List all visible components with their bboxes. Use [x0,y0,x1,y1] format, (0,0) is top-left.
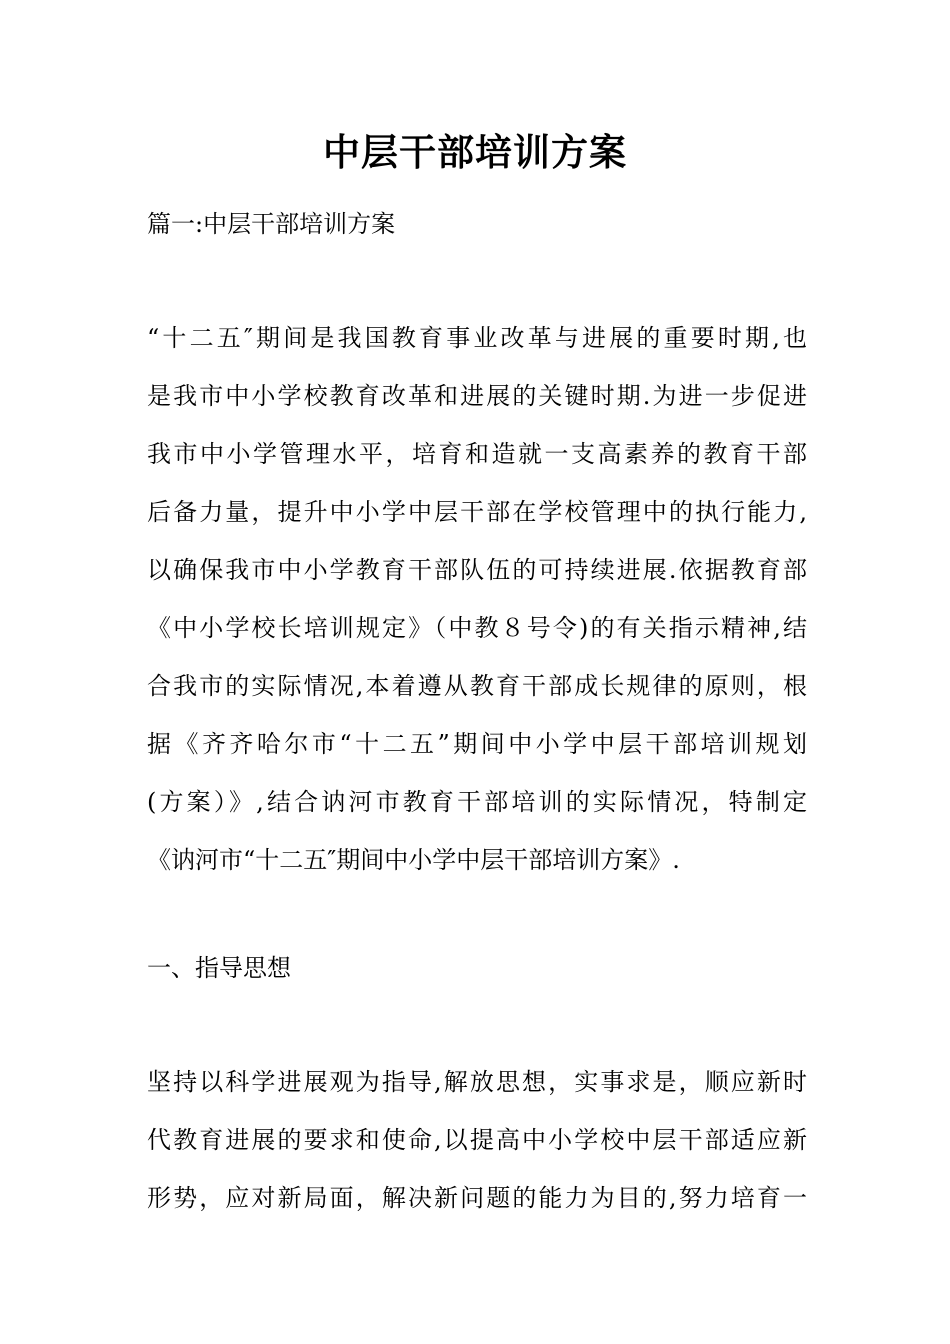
section-heading: 一、指导思想 [147,954,291,982]
paragraph-line: “十二五″期间是我国教育事业改革与进展的重要时期,也 [147,324,807,352]
paragraph-line: 《讷河市“十二五″期间中小学中层干部培训方案》. [147,846,680,874]
paragraph-line: (方案）》,结合讷河市教育干部培训的实际情况，特制定 [147,788,807,816]
paragraph-line: 后备力量，提升中小学中层干部在学校管理中的执行能力, [147,498,807,526]
document-subtitle: 篇一:中层干部培训方案 [147,210,396,238]
paragraph-line: 形势，应对新局面，解决新问题的能力为目的,努力培育一 [147,1184,807,1212]
paragraph-line: 据《齐齐哈尔市“十二五”期间中小学中层干部培训规划 [147,730,807,758]
paragraph-line: 合我市的实际情况,本着遵从教育干部成长规律的原则，根 [147,672,807,700]
paragraph-line: 我市中小学管理水平，培育和造就一支高素养的教育干部 [147,440,807,468]
paragraph-line: 代教育进展的要求和使命,以提高中小学校中层干部适应新 [147,1126,807,1154]
paragraph-line: 《中小学校长培训规定》（中教８号令)的有关指示精神,结 [147,614,807,642]
paragraph-intro [147,309,807,889]
paragraph-line: 坚持以科学进展观为指导,解放思想，实事求是，顺应新时 [147,1068,807,1096]
paragraph-guiding-thought [147,1053,807,1227]
paragraph-line: 是我市中小学校教育改革和进展的关键时期.为进一步促进 [147,382,807,410]
document-title: 中层干部培训方案 [323,130,627,174]
paragraph-line: 以确保我市中小学教育干部队伍的可持续进展.依据教育部 [147,556,807,584]
